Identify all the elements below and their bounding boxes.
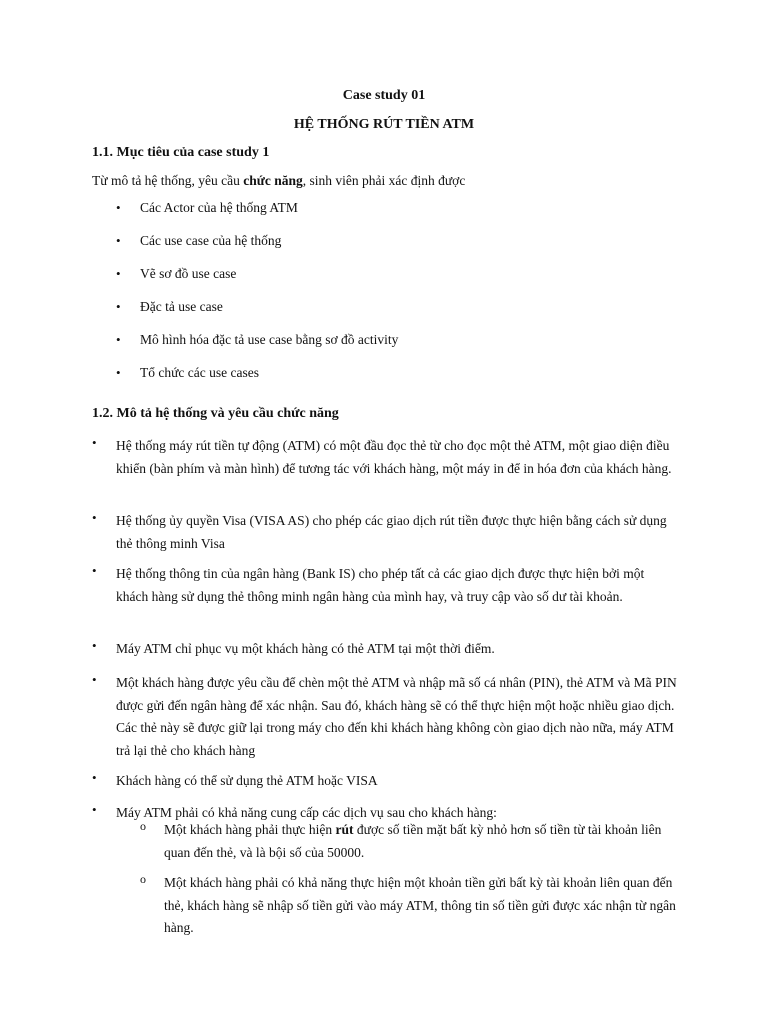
bullet-icon: • <box>116 332 121 347</box>
list-item-text: Vẽ sơ đồ use case <box>140 266 237 281</box>
intro-text-end: , sinh viên phải xác định được <box>302 173 466 188</box>
list-item-text: Hệ thống ủy quyền Visa (VISA AS) cho phép các giao dịch rút tiền được thực hiện bằng cách sử dụng thẻ thông minh Visa <box>116 513 667 551</box>
bullet-icon: • <box>92 638 97 653</box>
bullet-icon: • <box>92 563 97 578</box>
intro-text-bold: chức năng <box>243 173 303 188</box>
bullet-icon: • <box>116 200 121 215</box>
bullet-icon: • <box>116 299 121 314</box>
bullet-icon: • <box>116 233 121 248</box>
document-title: Case study 01 <box>342 88 426 103</box>
section-1-heading: 1.1. Mục tiêu của case study 1 <box>92 145 270 160</box>
bullet-icon: • <box>92 510 97 525</box>
list-item-text: Máy ATM phải có khả năng cung cấp các dịch vụ sau cho khách hàng: <box>116 805 497 820</box>
list-item-text: Khách hàng có thể sử dụng thẻ ATM hoặc VISA <box>116 773 378 788</box>
sub-bullet-icon: o <box>140 819 146 833</box>
list-item-text: Máy ATM chỉ phục vụ một khách hàng có thẻ ATM tại một thời điểm. <box>116 641 495 656</box>
bullet-icon: • <box>92 672 97 687</box>
list-item-text: Tổ chức các use cases <box>140 365 260 380</box>
sub-item-text-end: được số tiền mặt bất kỳ nhỏ hơn số tiền từ tài khoản liên quan đến thẻ, và là bội số của 50000. <box>164 822 662 860</box>
list-item-text: Đặc tả use case <box>140 299 223 314</box>
bullet-icon: • <box>116 266 121 281</box>
list-item-text: Mô hình hóa đặc tả use case bằng sơ đồ activity <box>140 332 399 347</box>
sub-list-item-text <box>164 872 684 940</box>
sub-item-text-start: Một khách hàng phải thực hiện <box>164 822 336 837</box>
list-item-text: Các use case của hệ thống <box>140 233 282 248</box>
bullet-icon: • <box>92 802 97 817</box>
sub-bullet-icon: o <box>140 872 146 886</box>
bullet-icon: • <box>116 365 121 380</box>
sub-list-item-text <box>164 819 684 864</box>
bullet-icon: • <box>92 770 97 785</box>
document-subtitle: HỆ THỐNG RÚT TIỀN ATM <box>293 117 475 132</box>
intro-text-start: Từ mô tả hệ thống, yêu cầu <box>92 173 244 188</box>
bullet-icon: • <box>92 435 97 450</box>
list-item-text: Các Actor của hệ thống ATM <box>140 200 298 215</box>
section-1-intro <box>92 170 682 191</box>
list-item-text: Hệ thống thông tin của ngân hàng (Bank IS) cho phép tất cả các giao dịch được thực hiện bởi một khách hàng sử dụng thẻ thông minh ngân hàng của mình hay, và truy cập vào số dư tài khoản. <box>116 566 645 604</box>
sub-item-text-bold: rút <box>335 822 354 837</box>
section-2-heading: 1.2. Mô tả hệ thống và yêu cầu chức năng <box>92 406 339 421</box>
list-item-text: Hệ thống máy rút tiền tự động (ATM) có một đầu đọc thẻ từ cho đọc một thẻ ATM, một giao diện điều khiển (bàn phím và màn hình) để tương tác với khách hàng, một máy in để in hóa đơn của khách hàng. <box>116 438 672 476</box>
sub-item-text-start: Một khách hàng phải có khả năng thực hiện một khoản tiền gửi bất kỳ tài khoản liên quan đến thẻ, khách hàng sẽ nhập số tiền gửi vào máy ATM, thông tin số tiền gửi được xác nhận từ ngân hàng. <box>164 875 676 935</box>
list-item-text: Một khách hàng được yêu cầu để chèn một thẻ ATM và nhập mã số cá nhân (PIN), thẻ ATM và Mã PIN được gửi đến ngân hàng để xác nhận. Sau đó, khách hàng sẽ có thể thực hiện một hoặc nhiều giao dịch. Các thẻ này sẽ được giữ lại trong máy cho đến khi khách hàng không còn giao dịch nào nữa, máy ATM trả lại thẻ cho khách hàng <box>116 675 677 758</box>
